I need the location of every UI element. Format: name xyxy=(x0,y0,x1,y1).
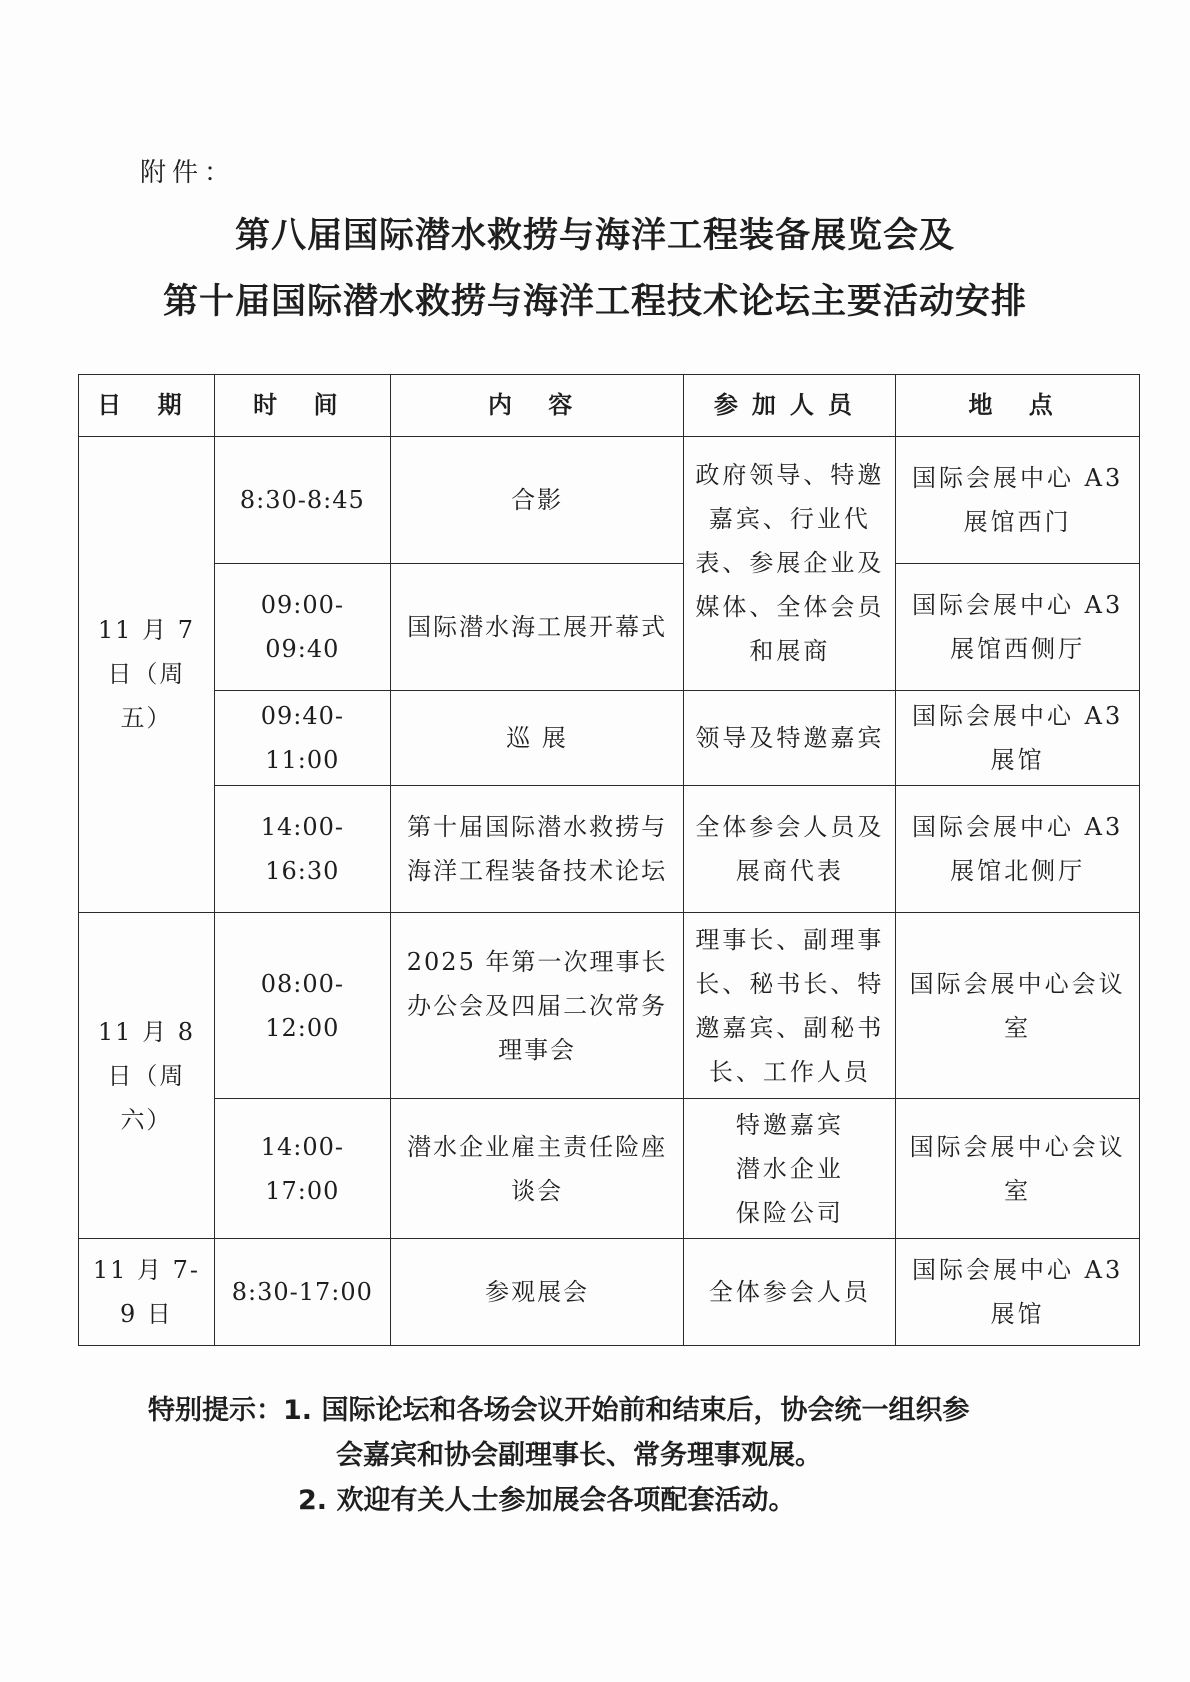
header-location: 地 点 xyxy=(896,375,1140,437)
date-cell-nov7: 11 月 7 日（周五） xyxy=(79,436,215,913)
time-cell: 8:30-8:45 xyxy=(214,436,390,563)
participants-cell: 理事长、副理事长、秘书长、特邀嘉宾、副秘书长、工作人员 xyxy=(684,913,896,1099)
note-line-3: 2. 欢迎有关人士参加展会各项配套活动。 xyxy=(298,1485,796,1516)
document-title-line-1: 第八届国际潜水救捞与海洋工程装备展览会及 xyxy=(234,215,955,256)
table-row xyxy=(79,690,1140,785)
table-header-row xyxy=(79,375,1140,437)
location-cell: 国际会展中心 A3 展馆 xyxy=(896,690,1140,785)
table-row xyxy=(79,1239,1140,1346)
attachment-label: 附件： xyxy=(140,158,237,188)
location-cell: 国际会展中心 A3 展馆北侧厅 xyxy=(896,786,1140,913)
content-cell: 参观展会 xyxy=(390,1239,684,1346)
participants-cell: 全体参会人员及展商代表 xyxy=(684,786,896,913)
participants-cell: 领导及特邀嘉宾 xyxy=(684,690,896,785)
location-cell: 国际会展中心会议室 xyxy=(896,1098,1140,1238)
participant-line: 特邀嘉宾 xyxy=(735,1110,844,1139)
participant-line: 保险公司 xyxy=(735,1198,844,1227)
header-content: 内 容 xyxy=(390,375,684,437)
content-cell: 国际潜水海工展开幕式 xyxy=(390,563,684,690)
participants-cell: 全体参会人员 xyxy=(684,1239,896,1346)
document-title-line-2: 第十届国际潜水救捞与海洋工程技术论坛主要活动安排 xyxy=(162,281,1027,322)
date-cell-nov7-9: 11 月 7-9 日 xyxy=(79,1239,215,1346)
content-cell: 合影 xyxy=(390,436,684,563)
table-row xyxy=(79,436,1140,563)
time-cell: 8:30-17:00 xyxy=(214,1239,390,1346)
time-cell: 09:00-09:40 xyxy=(214,563,390,690)
table-row xyxy=(79,563,1140,690)
date-cell-nov8: 11 月 8 日（周六） xyxy=(79,913,215,1239)
time-cell: 14:00-17:00 xyxy=(214,1098,390,1238)
location-cell: 国际会展中心 A3 展馆西侧厅 xyxy=(896,563,1140,690)
special-note xyxy=(148,1388,1068,1523)
content-cell: 2025 年第一次理事长办公会及四届二次常务理事会 xyxy=(390,913,684,1099)
content-cell: 潜水企业雇主责任险座谈会 xyxy=(390,1098,684,1238)
participants-cell: 政府领导、特邀嘉宾、行业代表、参展企业及媒体、全体会员和展商 xyxy=(684,436,896,690)
location-cell: 国际会展中心会议室 xyxy=(896,913,1140,1099)
table-row xyxy=(79,913,1140,1099)
location-cell: 国际会展中心 A3 展馆 xyxy=(896,1239,1140,1346)
note-line-2: 会嘉宾和协会副理事长、常务理事观展。 xyxy=(336,1440,822,1471)
schedule-table xyxy=(78,374,1140,1346)
location-cell: 国际会展中心 A3 展馆西门 xyxy=(896,436,1140,563)
time-cell: 08:00-12:00 xyxy=(214,913,390,1099)
table-row xyxy=(79,1098,1140,1238)
content-cell: 巡 展 xyxy=(390,690,684,785)
header-participants: 参加人员 xyxy=(684,375,896,437)
participant-line: 潜水企业 xyxy=(735,1154,844,1183)
table-row xyxy=(79,786,1140,913)
header-date: 日 期 xyxy=(79,375,215,437)
time-cell: 14:00-16:30 xyxy=(214,786,390,913)
participants-cell xyxy=(684,1098,896,1238)
note-line-1: 特别提示：1. 国际论坛和各场会议开始前和结束后，协会统一组织参 xyxy=(148,1395,970,1426)
time-cell: 09:40-11:00 xyxy=(214,690,390,785)
header-time: 时 间 xyxy=(214,375,390,437)
content-cell: 第十届国际潜水救捞与海洋工程装备技术论坛 xyxy=(390,786,684,913)
